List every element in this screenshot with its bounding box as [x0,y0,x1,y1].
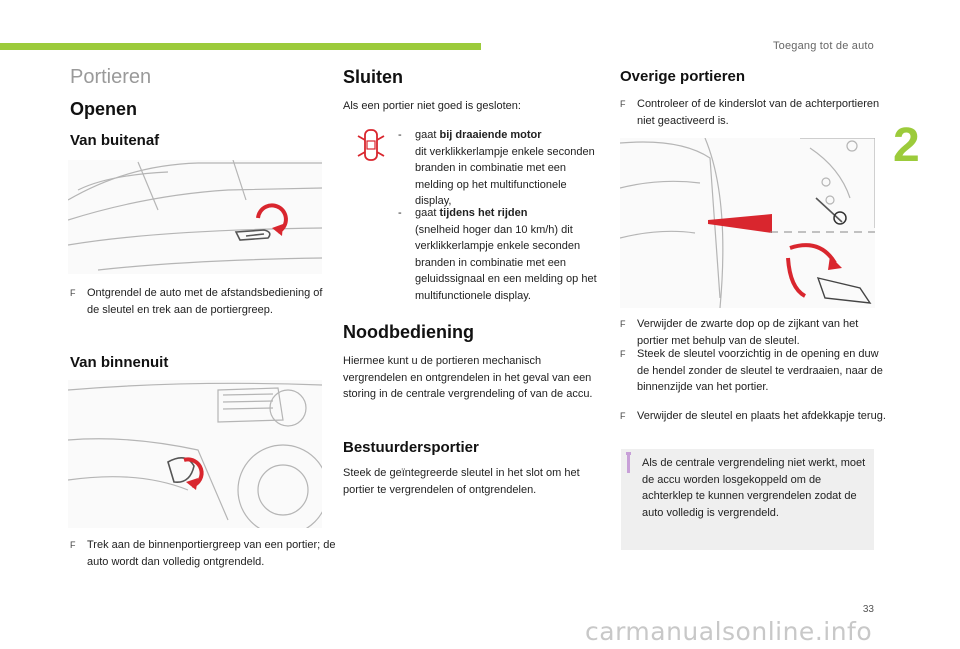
bullet-remove-cap: F Verwijder de zwarte dop op de zijkant van het portier met behulp van de sleutel. [620,318,859,347]
top-accent-bar [0,43,481,50]
bullet-replace-cap: F Verwijder de sleutel en plaats het afdekkapje terug. [620,410,886,422]
heading-van-buitenaf: Van buitenaf [70,132,160,149]
heading-overige-portieren: Overige portieren [620,68,746,85]
bullet-outside: F Ontgrendel de auto met de afstandsbediening of de sleutel en trek aan de portiergreep. [70,287,323,316]
watermark: carmanualsonline.info [585,617,873,646]
rear-door-lock-illustration [620,138,875,308]
page-number: 33 [862,604,874,615]
bullet-insert-key: F Steek de sleutel voorzichtig in de opening en duw de hendel zonder de sleutel te verdraaien, naar de binnenzijde van het portier. [620,348,883,393]
heading-bestuurdersportier: Bestuurdersportier [343,439,479,456]
info-text: Als de centrale vergrendeling niet werkt, moet de accu worden losgekoppeld om de achterklep te kunnen vergrendelen zodat de auto volledig is vergrendeld. [642,457,866,519]
info-icon [627,455,630,473]
running-header: Toegang tot de auto [772,40,874,52]
driver-door-text: Steek de geïntegreerde sleutel in het slot om het portier te vergrendelen of ontgrendelen. [343,467,580,496]
lock-item-2: - gaat tijdens het rijden (snelheid hoger dan 10 km/h) dit verklikkerlampje enkele seconden branden in combinatie met een geluidssignaal en een melding op het multifunctionele display. [398,207,597,302]
heading-sluiten: Sluiten [343,67,404,87]
heading-openen: Openen [70,99,138,119]
heading-noodbediening: Noodbediening [343,322,474,342]
emergency-text: Hiermee kunt u de portieren mechanisch vergrendelen en ontgrendelen in het geval van een storing in de centrale vergrendeling of van de accu. [343,355,593,400]
section-title: Portieren [70,66,152,88]
bullet-inside: F Trek aan de binnenportiergreep van een portier; de auto wordt dan volledig ontgrendeld. [70,539,336,568]
chapter-number: 2 [893,119,920,172]
interior-handle-illustration [68,380,322,528]
lock-item-1: - gaat bij draaiende motor dit verklikkerlampje enkele seconden branden in combinatie met een melding op het multifunctionele display, [398,129,595,207]
heading-van-binnenuit: Van binnenuit [70,354,169,371]
exterior-door-illustration [68,160,322,274]
lock-intro: Als een portier niet goed is gesloten: [343,100,521,112]
door-open-warning-icon [357,128,385,164]
bullet-childlock: F Controleer of de kinderslot van de achterportieren niet geactiveerd is. [620,98,880,127]
